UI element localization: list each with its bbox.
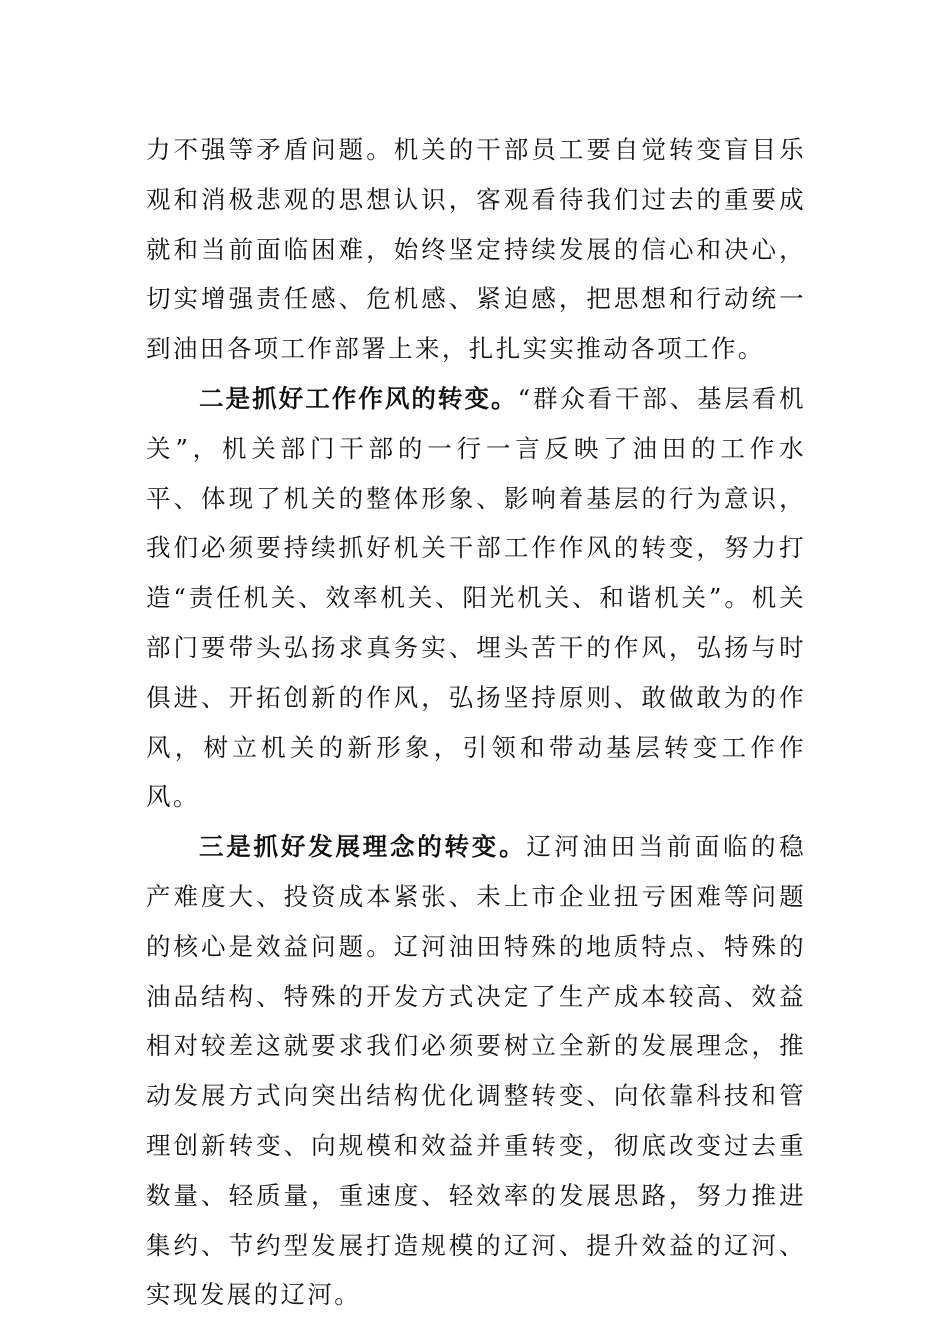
document-body — [146, 125, 806, 1320]
paragraph-work-style — [146, 374, 806, 822]
paragraph-text: 辽河油田当前面临的稳产难度大、投资成本紧张、未上市企业扭亏困难等问题的核心是效益问题。辽河油田特殊的地质特点、特殊的油品结构、特殊的开发方式决定了生产成本较高、效益相对较差这就要求我们必须要树立全新的发展理念，推动发展方式向突出结构优化调整转变、向依靠科技和管理创新转变、向规模和效益并重转变，彻底改变过去重数量、轻质量，重速度、轻效率的发展思路，努力推进集约、节约型发展打造规模的辽河、提升效益的辽河、实现发展的辽河。 — [146, 832, 807, 1310]
paragraph-continued — [146, 125, 806, 374]
paragraph-text: “群众看干部、基层看机关”，机关部门干部的一行一言反映了油田的工作水平、体现了机关的整体形象、影响着基层的行为意识，我们必须要持续抓好机关干部工作作风的转变，努力打造“责任机关、效率机关、阳光机关、和谐机关”。机关部门要带头弘扬求真务实、埋头苦干的作风，弘扬与时俱进、开拓创新的作风，弘扬坚持原则、敢做敢为的作风，树立机关的新形象，引领和带动基层转变工作作风。 — [146, 383, 806, 812]
paragraph-text: 力不强等矛盾问题。机关的干部员工要自觉转变盲目乐观和消极悲观的思想认识，客观看待我们过去的重要成就和当前面临困难，始终坚定持续发展的信心和决心，切实增强责任感、危机感、紧迫感，把思想和行动统一到油田各项工作部署上来，扎扎实实推动各项工作。 — [146, 135, 806, 364]
paragraph-development-concept — [146, 822, 806, 1320]
paragraph-heading: 三是抓好发展理念的转变。 — [199, 832, 527, 862]
paragraph-heading: 二是抓好工作作风的转变。 — [199, 383, 518, 413]
